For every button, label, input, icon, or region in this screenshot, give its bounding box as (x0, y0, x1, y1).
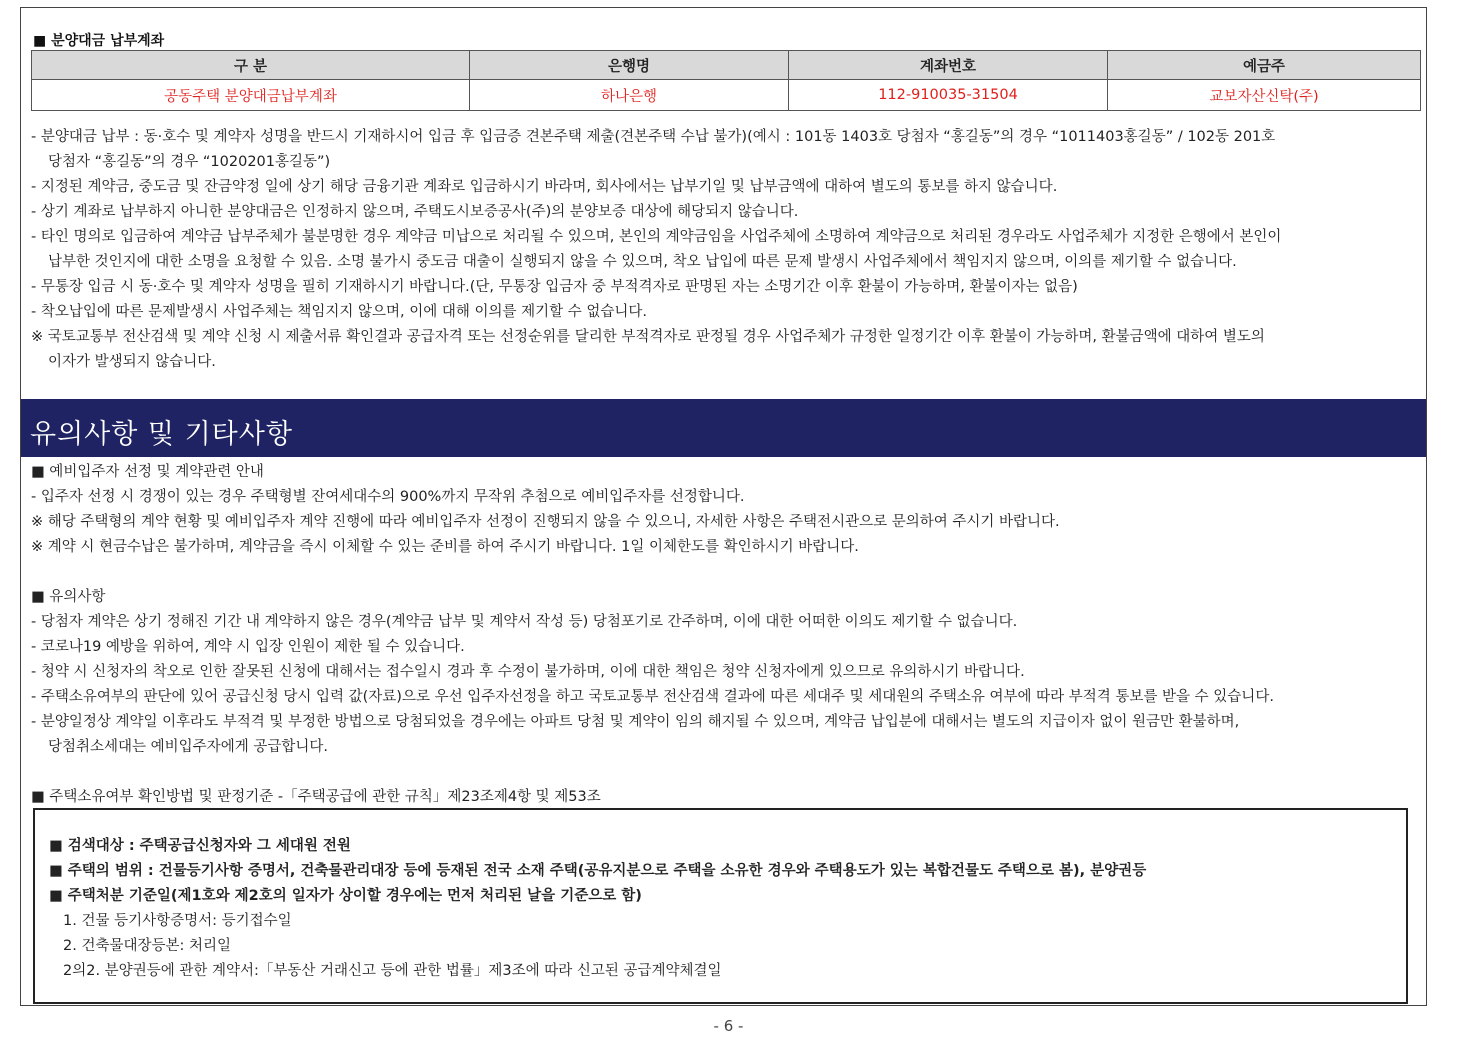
list-item: ※ 해당 주택형의 계약 현황 및 예비입주자 계약 진행에 따라 예비입주자 선정이 진행되지 않을 수 있으니, 자세한 사항은 주택전시관으로 문의하여 주시기 바랍니다. (31, 514, 1060, 530)
cell-account-number: 112-910035-31504 (789, 80, 1108, 111)
header-account-holder: 예금주 (1108, 51, 1421, 80)
reserve-title: ■ 예비입주자 선정 및 계약관련 안내 (31, 464, 264, 480)
box-bold-line: ■ 주택의 범위 : 건물등기사항 증명서, 건축물관리대장 등에 등재된 전국 소재 주택(공유지분으로 주택을 소유한 경우와 주택용도가 있는 복합건물도 주택으로 봄), 분양권등 (49, 863, 1147, 879)
note-line: - 무통장 입금 시 동·호수 및 계약자 성명을 필히 기재하시기 바랍니다.(단, 무통장 입금자 중 부적격자로 판명된 자는 소명기간 이후 환불이 가능하며, 환불이자는 없음) (31, 279, 1078, 295)
account-section-title: ■ 분양대금 납부계좌 (33, 33, 165, 49)
note-line: - 상기 계좌로 납부하지 아니한 분양대금은 인정하지 않으며, 주택도시보증공사(주)의 분양보증 대상에 해당되지 않습니다. (31, 204, 799, 220)
box-bold-line: ■ 검색대상 : 주택공급신청자와 그 세대원 전원 (49, 838, 351, 854)
list-item: 당첨취소세대는 예비입주자에게 공급합니다. (48, 739, 328, 755)
page-number: - 6 - (713, 1017, 744, 1035)
banner-title: 유의사항 및 기타사항 (30, 419, 293, 450)
list-item: ※ 계약 시 현금수납은 불가하며, 계약금을 즉시 이체할 수 있는 준비를 하여 주시기 바랍니다. 1일 이체한도를 확인하시기 바랍니다. (31, 539, 859, 555)
note-line: - 분양대금 납부 : 동·호수 및 계약자 성명을 반드시 기재하시어 입금 후 입금증 견본주택 제출(견본주택 수납 불가)(예시 : 101동 1403호 당첨자 “홍길동”의 경우 “1011403홍길동” / 102동 201호 (31, 129, 1276, 145)
notice-body (31, 460, 1416, 810)
header-bank: 은행명 (470, 51, 789, 80)
table-row (32, 80, 1421, 111)
account-table-header (32, 51, 1421, 80)
note-line: 이자가 발생되지 않습니다. (48, 354, 216, 370)
account-table (31, 50, 1421, 111)
header-account-number: 계좌번호 (789, 51, 1108, 80)
cell-account-holder: 교보자산신탁(주) (1108, 80, 1421, 111)
list-item: - 입주자 선정 시 경쟁이 있는 경우 주택형별 잔여세대수의 900%까지 무작위 추첨으로 예비입주자를 선정합니다. (31, 489, 745, 505)
box-bold-line: ■ 주택처분 기준일(제1호와 제2호의 일자가 상이할 경우에는 먼저 처리된 날을 기준으로 함) (49, 888, 642, 904)
note-line: 당첨자 “홍길동”의 경우 “1020201홍길동”) (48, 154, 331, 170)
header-category: 구 분 (32, 51, 470, 80)
note-line: - 지정된 계약금, 중도금 및 잔금약정 일에 상기 해당 금융기관 계좌로 입금하시기 바라며, 회사에서는 납부기일 및 납부금액에 대하여 별도의 통보를 하지 않습니다. (31, 179, 1058, 195)
note-line: - 타인 명의로 입금하여 계약금 납부주체가 불분명한 경우 계약금 미납으로 처리될 수 있으며, 본인의 계약금임을 사업주체에 소명하여 계약금으로 처리된 경우라도 사업주체가 지정한 은행에서 본인이 (31, 229, 1282, 245)
box-item: 1. 건물 등기사항증명서: 등기접수일 (63, 913, 292, 929)
list-item: - 코로나19 예방을 위하여, 계약 시 입장 인원이 제한 될 수 있습니다. (31, 639, 465, 655)
note-line: 납부한 것인지에 대한 소명을 요청할 수 있음. 소명 불가시 중도금 대출이 실행되지 않을 수 있으며, 착오 납입에 따른 문제 발생시 사업주체에서 책임지지 않으며, 이의를 제기할 수 없습니다. (48, 254, 1237, 270)
box-item: 2의2. 분양권등에 관한 계약서:「부동산 거래신고 등에 관한 법률」제3조에 따라 신고된 공급계약체결일 (63, 963, 722, 979)
ownership-title: ■ 주택소유여부 확인방법 및 판정기준 -「주택공급에 관한 규칙」제23조제4항 및 제53조 (31, 789, 601, 805)
list-item: - 청약 시 신청자의 착오로 인한 잘못된 신청에 대해서는 접수일시 경과 후 수정이 불가하며, 이에 대한 책임은 청약 신청자에게 있으므로 유의하시기 바랍니다. (31, 664, 1025, 680)
account-notes (31, 125, 1416, 375)
box-item: 2. 건축물대장등본: 처리일 (63, 938, 232, 954)
cell-category: 공동주택 분양대금납부계좌 (32, 80, 470, 111)
page-frame (20, 7, 1427, 1006)
list-item: - 분양일정상 계약일 이후라도 부적격 및 부정한 방법으로 당첨되었을 경우에는 아파트 당첨 및 계약이 임의 해지될 수 있으며, 계약금 납입분에 대해서는 별도의 지급이자 없이 원금만 환불하며, (31, 714, 1240, 730)
section-banner (21, 399, 1426, 457)
note-line: - 착오납입에 따른 문제발생시 사업주체는 책임지지 않으며, 이에 대해 이의를 제기할 수 없습니다. (31, 304, 648, 320)
cell-bank: 하나은행 (470, 80, 789, 111)
note-line: ※ 국토교통부 전산검색 및 계약 신청 시 제출서류 확인결과 공급자격 또는 선정순위를 달리한 부적격자로 판정될 경우 사업주체가 규정한 일정기간 이후 환불이 가능하며, 환불금액에 대하여 별도의 (31, 329, 1265, 345)
ownership-box (33, 808, 1408, 1004)
list-item: - 당첨자 계약은 상기 정해진 기간 내 계약하지 않은 경우(계약금 납부 및 계약서 작성 등) 당첨포기로 간주하며, 이에 대한 어떠한 이의도 제기할 수 없습니다. (31, 614, 1018, 630)
cautions-title: ■ 유의사항 (31, 589, 106, 605)
list-item: - 주택소유여부의 판단에 있어 공급신청 당시 입력 값(자료)으로 우선 입주자선정을 하고 국토교통부 전산검색 결과에 따른 세대주 및 세대원의 주택소유 여부에 따라 부적격 통보를 받을 수 있습니다. (31, 689, 1274, 705)
